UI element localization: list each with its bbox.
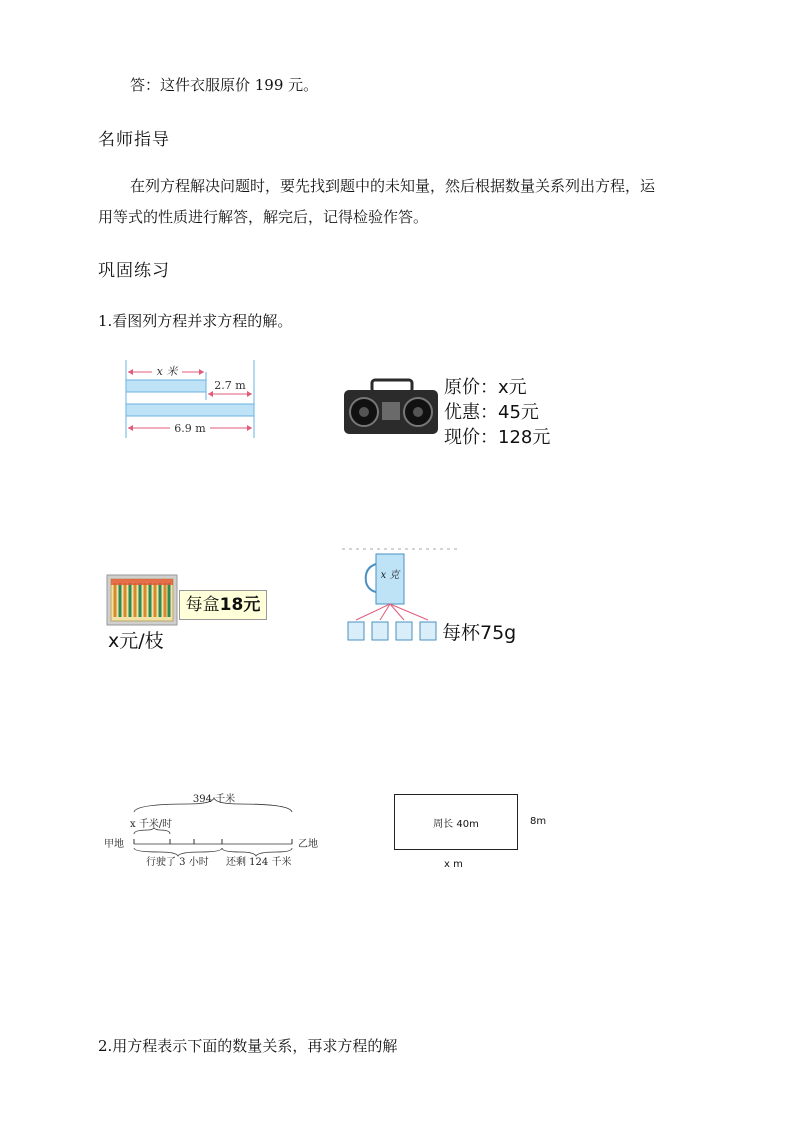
bar-bottom [126,404,254,416]
cup-capacity-label: 每杯75g [442,622,517,644]
part-length-label: 2.7 m [214,379,246,392]
end-place: 乙地 [298,839,318,850]
start-place: 甲地 [104,839,124,850]
bar-top [126,380,206,392]
speed-label: x 千米/时 [130,819,173,830]
traveled-label: 行驶了 3 小时 [146,857,209,868]
practice-heading: 巩固练习 [98,261,170,281]
box-price-tag [179,590,267,620]
question-2: 2.用方程表示下面的数量关系，再求方程的解 [98,1037,398,1055]
total-length-label: 6.9 m [174,422,206,435]
rect-height-label: 8m [530,816,547,827]
segment-diagram [120,358,260,440]
discount: 优惠：45元 [444,402,539,423]
teacher-guide-line2: 用等式的性质进行解答，解完后，记得检验作答。 [98,208,429,226]
rectangle-figure [394,794,518,850]
current-price: 现价：128元 [444,427,551,448]
pencil-box-picture [105,573,180,628]
teacher-guide-line1: 在列方程解决问题时，要先找到题中的未知量，然后根据数量关系列出方程，运 [130,177,656,195]
radio-price-list [444,375,550,450]
box-price-value: 18元 [219,595,261,615]
rect-width-label: x m [444,859,463,870]
question-1: 1.看图列方程并求方程的解。 [98,312,293,330]
x-meter-label: x 米 [156,365,178,378]
perimeter-label: 周长 40m [433,819,479,830]
trip-diagram [100,788,330,872]
answer-line: 答：这件衣服原价 199 元。 [130,76,319,94]
box-price-prefix: 每盒 [185,595,220,615]
original-price: 原价：x元 [444,377,527,398]
radio-picture [342,378,442,436]
total-distance-label: 394 千米 [192,794,236,805]
jug-label: x 克 [380,570,400,581]
pencil-unit-price: x元/枝 [108,630,164,652]
remain-label: 还剩 124 千米 [226,857,292,868]
teacher-guide-heading: 名师指导 [98,130,170,150]
